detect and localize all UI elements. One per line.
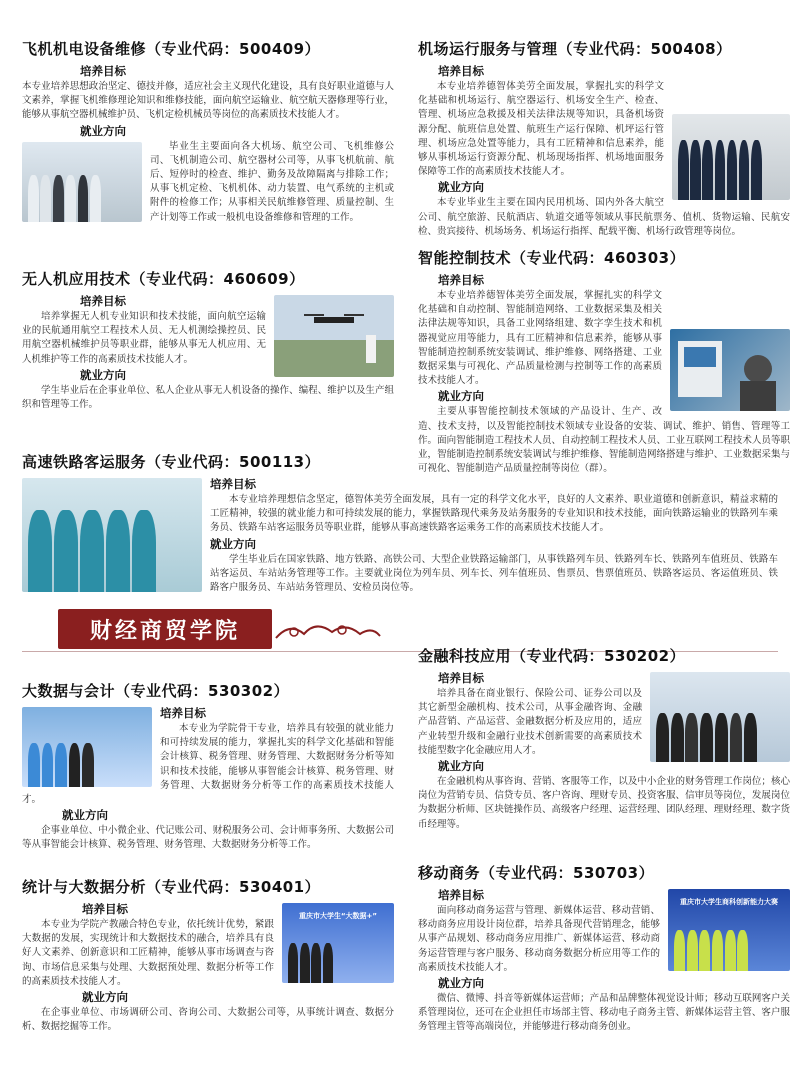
career-text: 在企事业单位、市场调研公司、咨询公司、大数据公司等，从事统计调查、数据分析、数据挖掘等工作。 (22, 1007, 394, 1033)
goal-text: 本专业为学院骨干专业，培养具有较强的就业能力和可持续发展的能力，掌握扎实的科学文化基础和智能会计核算、税务管理、财务管理、大数据财务分析等知识和技术技能，能够从事智能会计核算、税务管理、财务管理、大数据财务分析等工作的高素质技术技能人才。 (22, 723, 394, 806)
goal-label: 培养目标 (82, 902, 128, 916)
goal-text: 本专业培养德智体美劳全面发展，掌握扎实的科学文化基础和机场运行、航空器运行、机场安全生产、检查、管理、机场应急救援及相关法律法规等知识，具备机场资源分配、航班信息处置、航班生产运行保障、机坪运行管理、机场应急处置等能力，具有工匠精神和信息素养，能够从事机场运行资源分配、机场现场指挥、机场地面服务保障等工作的高素质技术技能人才。 (418, 81, 664, 178)
section-fintech (418, 645, 790, 832)
photo-students-workshop (22, 142, 142, 222)
goal-text: 培养具备在商业银行、保险公司、证券公司以及其它新型金融机构、技术公司，从事金融咨询、金融产品营销、产品运营、金融数据分析及应用的，适应产业转型升级和金融行业技术创新需要的高素质技术技能型数字化金融应用人才。 (418, 688, 642, 756)
major-title: 高速铁路客运服务（专业代码：500113） (22, 453, 321, 471)
goal-text: 本专业培养理想信念坚定，德智体美劳全面发展，具有一定的科学文化水平，良好的人文素养、职业道德和创新意识，精益求精的工匠精神，较强的就业能力和可持续发展的能力，掌握铁路现代乘务及站务服务的专业知识和技术技能，面向铁路运输业的铁路列车乘务员、铁路车站客运服务员等职业群，能够从事高速铁路客运乘务工作的高素质技术技能人才。 (210, 494, 778, 534)
career-label: 就业方向 (210, 536, 256, 551)
goal-text: 本专业培养思想政治坚定、德技并修，适应社会主义现代化建设，具有良好职业道德与人文素养，掌握飞机维修理论知识和维修技能，面向航空运输业、航空航天器修理等行业，能够从事航空器机械维护员、飞机定检机械员等岗位的高素质技术技能人才。 (22, 81, 394, 121)
photo-fintech-group (650, 672, 790, 762)
goal-text: 本专业培养德智体美劳全面发展，掌握扎实的科学文化基础和自动控制、智能制造网络、工业数据采集及相关法律法规等知识，具备工业网络组建、数字孪生技术和机器视觉应用等能力，具有工匠精神和信息素养，能够从事智能制造控制系统安装调试、维护维修、网络搭建、工业数据采集与可视化、产品质量检测与控制等工作的高素质技术技能人才。 (418, 290, 662, 387)
major-title: 机场运行服务与管理（专业代码：500408） (418, 40, 732, 58)
cloud-ornament-icon (272, 618, 382, 646)
goal-label: 培养目标 (160, 706, 206, 720)
career-label: 就业方向 (438, 180, 484, 195)
goal-label: 培养目标 (210, 477, 256, 491)
career-label: 就业方向 (438, 759, 484, 774)
drone-icon (274, 295, 394, 377)
career-text: 学生毕业后在国家铁路、地方铁路、高铁公司、大型企业铁路运输部门，从事铁路列车员、铁路列车长、铁路列车值班员、铁路车站客运员、车站站务管理等工作。主要就业岗位为列车员、列车长、列车值班员、售票员、售票值班员、铁路客运员、客运值班员、铁路客户服务员、车站站务管理员、安检员岗位等。 (210, 553, 778, 594)
photo-airport-staff (672, 114, 790, 200)
section-railway (22, 451, 778, 595)
section-smart-control (418, 247, 790, 476)
goal-label: 培养目标 (80, 294, 126, 308)
career-text: 本专业毕业生主要在国内民用机场、国内外各大航空公司、航空旅游、民航酒店、轨道交通等领域从事民航票务、值机、货物运输、民航安检、贵宾接待、机场场务、机场运行指挥、配载平衡、机场行政管理等岗位。 (418, 197, 790, 237)
major-title: 飞机机电设备维修（专业代码：500409） (22, 40, 321, 58)
career-label: 就业方向 (80, 123, 126, 138)
career-text: 在金融机构从事咨询、营销、客服等工作，以及中小企业的财务管理工作岗位；核心岗位为营销专员、信贷专员、客户咨询、理财专员、投资客服、信审员等岗位，发展岗位为数据分析师、区块链操作员、高级客户经理、运营经理、团队经理、理财经理、数字货币经理等。 (418, 776, 790, 830)
major-title: 无人机应用技术（专业代码：460609） (22, 270, 305, 288)
photo-banner-text: 重庆市大学生商科创新能力大赛 (680, 898, 778, 906)
career-label: 就业方向 (82, 990, 128, 1005)
career-label: 就业方向 (62, 808, 108, 823)
career-text: 微信、微博、抖音等新媒体运营师；产品和品牌整体视觉设计师；移动互联网客户关系管理岗位，还可在企业担任市场部主管、移动电子商务主管、新媒体运营主管、客户服务管理主管等高端岗位，并能够进行移动商务创业。 (418, 993, 790, 1033)
career-label: 就业方向 (438, 976, 484, 991)
goal-label: 培养目标 (438, 273, 484, 287)
section-mobile-commerce (418, 862, 790, 1035)
photo-drone (274, 295, 394, 377)
photo-control-lab (670, 329, 790, 411)
major-title: 智能控制技术（专业代码：460303） (418, 249, 686, 267)
photo-bigdata-contest (282, 903, 394, 983)
goal-label: 培养目标 (438, 671, 484, 685)
major-title: 大数据与会计（专业代码：530302） (22, 682, 290, 700)
lab-equipment-icon (670, 329, 790, 411)
goal-text: 培养掌握无人机专业知识和技术技能，面向航空运输业的民航通用航空工程技术人员、无人机测绘操控员、民用航空器机械维护员等职业群，能够从事无人机应用、无人机维护等工作的高素质技术技能人才。 (22, 311, 266, 365)
college-banner: 财经商贸学院 (58, 609, 272, 649)
section-aircraft (22, 38, 394, 225)
goal-text: 本专业为学院产教融合特色专业，依托统计优势，紧跟大数据的发展，实现统计和大数据技术的融合，培养具有良好人文素养、创新意识和工匠精神，能够从事市场调查与咨询、市场信息采集与处理、大数据预处理、数据分析等工作的高素质技术技能人才。 (22, 919, 274, 987)
career-text: 毕业生主要面向各大机场、航空公司、飞机维修公司、飞机制造公司、航空器材公司等，从事飞机航前、航后、短停时的检查、维护、勤务及故障隔离与排除工作；从事飞机定检、飞机机体、动力装置、电气系统的主机或附件的检修工作；从事相关民航维修管理、质量控制、生产计划等工作或一般机电设备维修和管理的工作。 (150, 140, 394, 223)
career-text: 企事业单位、中小微企业、代记账公司、财税服务公司、会计师事务所、大数据公司等从事智能会计核算、税务管理、财务管理、大数据财务分析等工作。 (22, 825, 394, 851)
section-statistics (22, 876, 394, 1034)
photo-commerce-contest (668, 889, 790, 971)
major-title: 移动商务（专业代码：530703） (418, 864, 655, 882)
major-title: 统计与大数据分析（专业代码：530401） (22, 878, 321, 896)
goal-text: 面向移动商务运营与管理、新媒体运营、移动营销、移动商务应用设计岗位群，培养具备现代营销理念，能够从事产品规划、移动商务应用推广、新媒体运营、移动商务运营管理与客户服务、移动商务数据分析应用等工作的高素质技术技能人才。 (418, 905, 660, 973)
career-text: 学生毕业后在企事业单位、私人企业从事无人机设备的操作、编程、维护以及生产组织和管理等工作。 (22, 384, 394, 411)
section-airport (418, 38, 790, 239)
section-drone (22, 268, 394, 412)
photo-railway-attendants (22, 478, 202, 592)
career-label: 就业方向 (438, 389, 484, 404)
goal-label: 培养目标 (80, 64, 126, 78)
career-text: 主要从事智能控制技术领域的产品设计、生产、改造、技术支持，以及智能控制技术领域专业设备的安装、调试、维护、销售、管理等工作。面向智能制造工程技术人员、自动控制工程技术人员、工业互联网工程技术人员等职业，智能制造控制系统安装调试与维护维修、智能制造网络搭建与维护、工业数据采集与可视化、智能制造产品质量控制等岗位（群）。 (418, 406, 790, 475)
section-bigdata-accounting (22, 680, 394, 853)
photo-banner-text: 重庆市大学生“大数据+” (298, 912, 378, 920)
photo-award-ceremony (22, 707, 152, 787)
career-label: 就业方向 (80, 367, 126, 382)
major-title: 金融科技应用（专业代码：530202） (418, 647, 686, 665)
goal-label: 培养目标 (438, 888, 484, 902)
goal-label: 培养目标 (438, 64, 484, 78)
